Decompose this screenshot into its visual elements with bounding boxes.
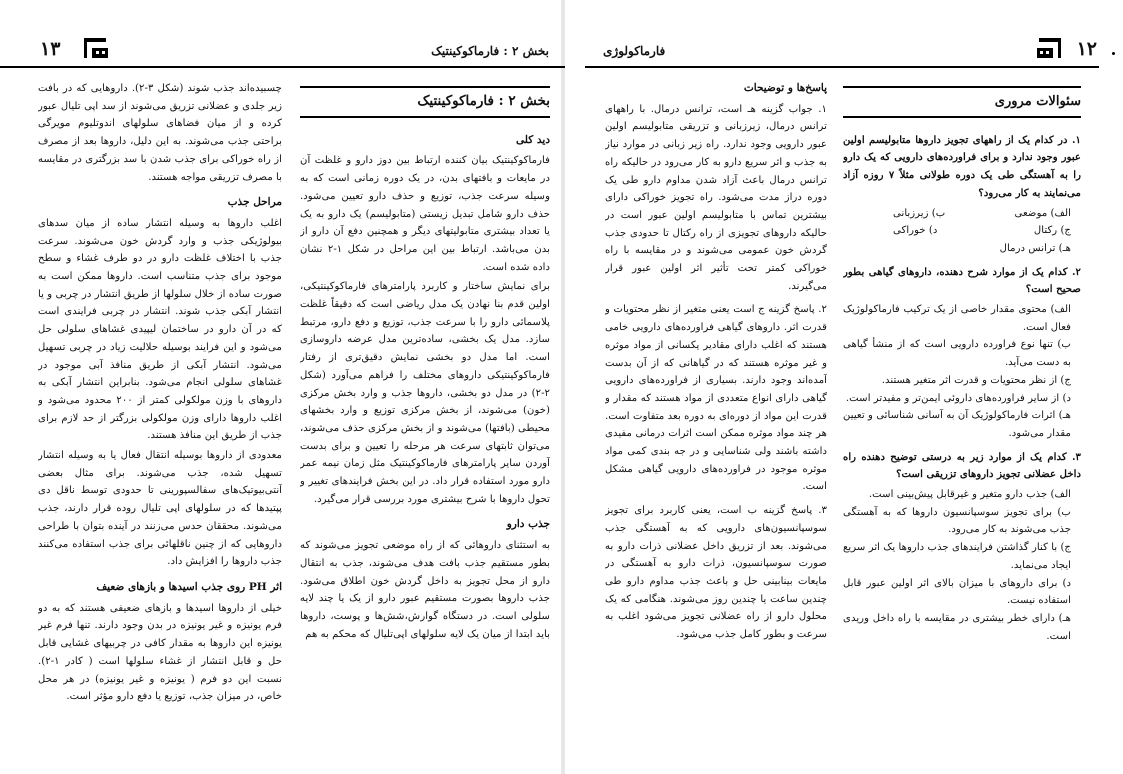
option: الف) موضعی (1014, 207, 1071, 219)
heading-answers: پاسخ‌ها و توضیحات (743, 82, 827, 94)
running-head: فارماکولوژی (603, 44, 666, 58)
option: ج) از نظر محتویات و قدرت اثر متغیر هستند. (881, 374, 1071, 386)
option: الف) محتوی مقدار خاصی از یک ترکیب فارماکولوژیک فعال است. (843, 304, 1071, 333)
column-chapter-start (300, 80, 550, 754)
heading-ph-effect: اثر PH روی جذب اسیدها و بازهای ضعیف (96, 580, 282, 593)
section-title: سئوالات مروری (843, 86, 1081, 118)
option: ج) با کنار گذاشتن فرایندهای جذب داروها یک اثر سریع ایجاد می‌نماید. (843, 542, 1071, 571)
paragraph: چسبیده‌اند جذب شوند (شکل ۳-۲). داروهایی که در بافت زیر جلدی و عضلانی تزریق می‌شوند از سد اپی تلیال عبور کرده و از میان فضاهای سلولهای اندوتلیوم مویرگی براحتی جذب می‌شوند. به این دلیل، داروها بعد از مصرف از راه خوراکی برای جذب شدن با سد بزرگتری در مقایسه با مصرف تزریقی مواجه هستند. (38, 83, 282, 183)
paragraph: اغلب داروها به وسیله انتشار ساده از میان سدهای بیولوژیکی جذب و وارد گردش خون می‌شوند. سرعت جذب با اختلاف غلظت دارو در دو طرف غشاء و سطح موجود برای جذب متناسب است. داروها ممکن است به صورت ساده از خلال سلولها از طریق انتشار در چربی و یا انتشار آبکی جذب شوند. انتشار در چربی فرایندی است که در آن دارو در ساختمان لیپیدی غشاهای سلولی حل می‌شود و این فرایند بوسیله حلالیت زیاد در چربی تسهیل می‌شود. انتشار آبکی از طریق منافذ آبی موجود در غشاهای سلولی انجام می‌شود. بنابراین انتشار آبکی به داروهای با وزن مولکولی کمتر از ۲۰۰ محدود می‌شود و اغلب داروها دارای وزن مولکولی بزرگتر از حد لازم برای جذب از طریق این منافذ هستند. (38, 217, 282, 442)
question-3 (843, 449, 1081, 646)
question-stem: ۱. در کدام یک از راههای تجویز داروها متابولیسم اولین عبور وجود ندارد و برای فراورده‌های دارویی که یک دارو را به آهستگی طی یک دوره طولانی مثلاً ۷ روزه آزاد می‌نمایند به کار می‌رود؟ (843, 133, 1081, 199)
option: د) از سایر فراورده‌های داروئی ایمن‌تر و مفیدتر است. (845, 392, 1071, 404)
heading-absorption-stages: مراحل جذب (227, 196, 282, 209)
page-number: ۱۲ (1076, 38, 1097, 60)
option: د) برای داروهای با میزان بالای اثر اولین عبور قابل استفاده نیست. (843, 577, 1071, 607)
heading-absorption: جذب دارو (506, 518, 550, 531)
option: ب) برای تجویز سوسپانسیون داروها که به آهستگی جذب می‌شوند به کار می‌رود. (843, 506, 1071, 536)
page-header (0, 40, 565, 64)
option: ج) رکتال (1033, 225, 1071, 237)
publisher-logo-icon (1031, 34, 1063, 62)
question-2 (843, 264, 1081, 443)
publisher-logo-icon (82, 34, 114, 62)
header-rule (0, 66, 565, 68)
column-continued (38, 80, 282, 754)
question-1 (843, 132, 1081, 258)
margin-dot (1112, 52, 1115, 55)
page-header (565, 40, 1123, 64)
chapter-title: بخش ۲ : فارماکوکینتیک (300, 86, 550, 118)
paragraph: برای نمایش ساختار و کاربرد پارامترهای فارماکوکینتیکی، اولین قدم بنا نهادن یک مدل ریاضی است که دقیقاً غلظت پلاسمائی دارو را با سرعت جذب، توزیع و دفع دارو، مرتبط سازد. مدل یک بخشی، ساده‌ترین مدل عرضه داروسازی است. اما مدل دو بخشی نمایش دقیق‌تری از رفتار فارماکوکینتیکی داروهای مختلف را فراهم می‌آورد (شکل ۲-۲) در مدل دو بخشی، داروها جذب و وارد بخش مرکزی (خون) می‌شوند، از بخش مرکزی توزیع و وارد بخشهای محیطی (بافتها) می‌شوند و از بخش مرکزی حذف می‌شوند، می‌توان ثابتهای سرعت هر مرحله را تعیین و برای بدست آوردن سایر پارامترهای فارماکوکینتیک مثل زمان نیمه عمر دارو مورد استفاده قرار داد. در این بخش فرایندهای تغییر و تحول داروها با شرح بیشتری مورد بررسی قرار می‌گیرد. (300, 281, 550, 505)
page-12 (565, 0, 1123, 774)
option: ب) زیرزبانی (893, 207, 946, 219)
option: هـ) دارای خطر بیشتری در مقایسه با راه داخل وریدی است. (843, 612, 1071, 642)
option: الف) جذب دارو متغیر و غیرقابل پیش‌بینی است. (868, 489, 1071, 501)
column-review-questions (843, 80, 1081, 754)
answer-2: ۲. پاسخ گزینه ج است یعنی متغیر از نظر محتویات و قدرت اثر. داروهای گیاهی فراورده‌های دارویی خامی هستند که اغلب دارای مقادیر یکسانی از مواد موثره و غیر موثره هستند که در گیاهانی که از آن بدست آمده‌اند وجود دارند. بسیاری از فراورده‌های دارویی گیاهی دارای انواع متعددی از مواد هستند که مقدار و قدرت این مواد از دوره‌ای به دوره بعد متفاوت است. هر چند مواد موثره ممکن است اثرات درمانی مفیدی داشته باشند ولی شناسایی و در جه بندی کمی مواد موثره موجود در فراورده‌های دارویی گیاهی مشکل است. (605, 304, 827, 493)
heading-overview: دید کلی (516, 133, 550, 146)
option: هـ) اثرات فارماکولوژیک آن به آسانی شناسائی و تعیین مقدار می‌شود. (843, 410, 1071, 439)
running-head: بخش ۲ : فارماکوکینتیک (431, 44, 549, 58)
paragraph: معدودی از داروها بوسیله انتقال فعال یا به وسیله انتشار تسهیل شده، جذب می‌شوند. برای مثال بعضی آنتی‌بیوتیک‌های سفالسپورینی تا حدودی توسط ناقل دی پپتیدها که در سلولهای اپی تلیال روده قرار دارند، جذب می‌شوند. محققان حدس می‌زنند در آینده بتوان با طراحی داروهایی که از چنین ناقلهائی برای جذب استفاده می‌کنند جذب داروها را افزایش داد. (38, 450, 282, 568)
header-rule (585, 66, 1099, 68)
column-answers (605, 80, 827, 754)
question-stem: ۳. کدام یک از موارد زیر به درستی توضیح دهنده راه داخل عضلانی تجویز داروهای تزریقی است؟ (843, 450, 1081, 481)
page-number: ۱۳ (40, 38, 61, 60)
option: ب) تنها نوع فراورده دارویی است که از منشأ گیاهی به دست می‌آید. (843, 339, 1071, 369)
answer-3: ۳. پاسخ گزینه ب است، یعنی کاربرد برای تجویز سوسپانسیون‌های دارویی که به آهستگی جذب می‌شوند. بعد از تزریق داخل عضلانی ذرات دارو به صورت سوسپانسیون، ذرات دارو به آهستگی در مایعات بینابینی حل و باعث جذب مداوم دارو طی چندین ساعت یا چندین روز می‌شوند. هنگامی که یک محلول دارو از راه عضلانی تجویز می‌شود اغلب به سرعت و بطور کامل جذب می‌شود. (605, 505, 827, 641)
paragraph: فارماکوکینتیک بیان کننده ارتباط بین دوز دارو و غلظت آن در مایعات و بافتهای بدن، در یک دوره زمانی است که به وسیله سرعت جذب، توزیع و حذف دارو تعیین می‌شود. حذف دارو شامل تبدیل زیستی (متابولیسم) یک دارو به یک یا تعداد بیشتری متابولیتهای دیگر و همچنین دفع آن دارو از بدن می‌باشد. ارتباط بین این مراحل در شکل ۱-۲ نشان داده شده است. (300, 155, 550, 273)
answer-1: ۱. جواب گزینه هـ است، ترانس درمال. با راههای ترانس درمال، زیرزبانی و تزریقی متابولیسم اولین عبور دارویی وجود ندارد. راه زیر زبانی در موارد نیاز به جذب و اثر سریع دارو به کار می‌رود در حالیکه راه ترانس درمال باعث آزاد شدن مداوم دارو طی یک دوره دراز مدت می‌شود. راه تجویز خوراکی دارای بیشترین تماس با متابولیسم اولین عبور است در حالیکه داروهای تجویزی از راه رکتال تا حدودی جذب گردش خون عمومی می‌شوند و در مقایسه با راه خوراکی کمتر تحت تأثیر اثر اولین عبور قرار می‌گیرند. (605, 103, 827, 292)
question-stem: ۲. کدام یک از موارد شرح دهنده، داروهای گیاهی بطور صحیح است؟ (843, 265, 1081, 296)
paragraph: خیلی از داروها اسیدها و بازهای ضعیفی هستند که به دو فرم یونیزه و غیر یونیزه در بدن وجود دارند. تنها فرم غیر یونیزه این داروها به مقدار کافی در چربیهای غشایی قابل حل و قابل انتشار از غشاء سلولها است ( کادر ۱-۲). نسبت این دو فرم ( یونیزه و غیر یونیزه) در هر محل خاص، در میزان جذب، توزیع یا دفع دارو مؤثر است. (38, 602, 282, 703)
option: هـ) ترانس درمال (999, 242, 1071, 254)
paragraph: به استثنای داروهائی که از راه موضعی تجویز می‌شوند که بطور مستقیم جذب بافت هدف می‌شوند، جذب به انتقال دارو از محل تجویز به داخل گردش خون اطلاق می‌شود. جذب داروها بصورت مستقیم عبور دارو از یک یا چند لایه سلولی است. در دستگاه گوارش،شش‌ها و پوست، داروها باید ابتدا از میان یک لایه سلولهای اپی‌تلیال که محکم به هم (300, 540, 550, 640)
option: د) خوراکی (893, 225, 938, 237)
